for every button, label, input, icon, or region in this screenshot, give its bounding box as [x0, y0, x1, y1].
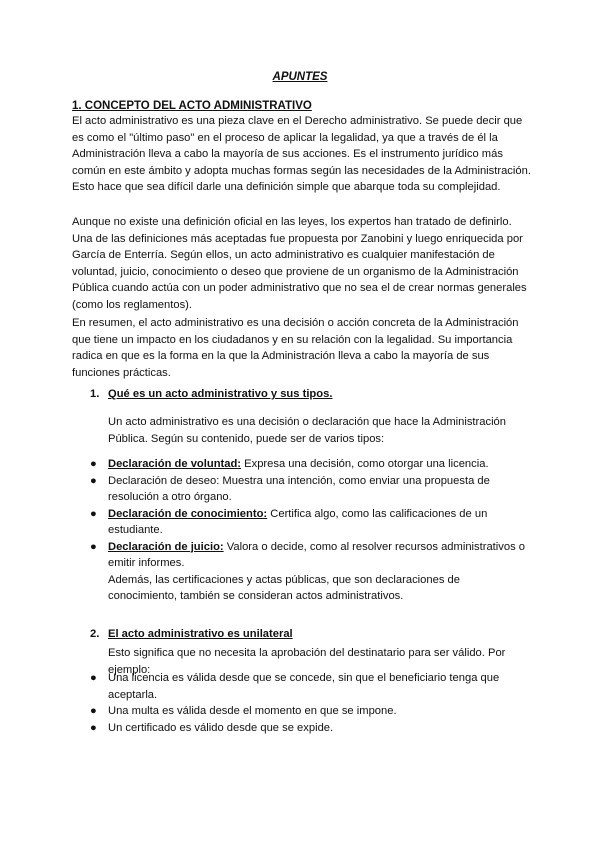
- document-title: APUNTES: [272, 71, 328, 83]
- list-item: [90, 720, 530, 737]
- item-text: Expresa una decisión, como otorgar una licencia.: [241, 458, 489, 470]
- subsection-number: 1.: [90, 388, 100, 400]
- item-label: Declaración de voluntad:: [108, 458, 242, 470]
- examples-list: [90, 670, 530, 736]
- section-heading: 1. CONCEPTO DEL ACTO ADMINISTRATIVO: [72, 100, 312, 112]
- subsection-1-intro: Un acto administrativo es una decisión o declaración que hace la Administración Pública. Según su contenido, puede ser de varios tipos:: [108, 416, 507, 445]
- item-text: Certifica algo, como las calificaciones de un estudiante.: [108, 507, 488, 536]
- item-text: Un certificado es válido desde que se expide.: [108, 721, 334, 734]
- item-text: Una licencia es válida desde que se concede, sin que el beneficiario tenga que aceptarla.: [108, 672, 500, 701]
- paragraph-2: Aunque no existe una definición oficial en las leyes, los expertos han tratado de definirlo. Una de las definiciones más aceptadas fue propuesta por Zanobini y luego enriquecida por García de Enterría. Según ellos, un acto administrativo es cualquier manifestación de voluntad, juicio, conocimiento o deseo que proviene de un organismo de la Administración Pública cuando actúa con un poder administrativo que no sea el de crear normas generales (como los reglamentos).: [72, 216, 527, 311]
- list-item: [90, 456, 530, 473]
- paragraph-1: El acto administrativo es una pieza clave en el Derecho administrativo. Se puede decir que es como el "último paso" en el proceso de aplicar la legalidad, ya que a través de él la Administración lleva a cabo la mayoría de sus acciones. Es el instrumento jurídico más común en este ámbito y adopta muchas formas según las necesidades de la Administración. Esto hace que sea difícil darle una definición simple que abarque toda su complejidad.: [72, 115, 531, 193]
- item-text: Declaración de deseo: Muestra una intención, como enviar una propuesta de resolución a otro órgano.: [108, 474, 490, 503]
- list-item: [90, 506, 530, 539]
- subsection-number: 2.: [90, 628, 100, 640]
- item-text: Una multa es válida desde el momento en que se impone.: [108, 705, 397, 717]
- list-item: [90, 473, 530, 506]
- bullet-icon: ●: [90, 672, 97, 684]
- paragraph-3: En resumen, el acto administrativo es una decisión o acción concreta de la Administración que tiene un impacto en los ciudadanos y en su relación con la legalidad. Su importancia radica en que es la forma en la que la Administración lleva a cabo la mayoría de sus funciones prácticas.: [72, 317, 519, 379]
- item-text: Valora o decide, como al resolver recursos administrativos o emitir informes.: [108, 540, 526, 569]
- bullet-icon: ●: [90, 458, 97, 470]
- subsection-heading-1: [90, 388, 332, 400]
- subsection-heading-2: [90, 628, 293, 640]
- list-item: [90, 703, 530, 720]
- subsection-title: El acto administrativo es unilateral: [108, 628, 293, 640]
- bullet-icon: ●: [90, 705, 97, 717]
- list-item: [90, 539, 530, 605]
- types-list: [90, 456, 530, 605]
- extra-note: Además, las certificaciones y actas públicas, que son declaraciones de conocimiento, también se consideran actos administrativos.: [108, 573, 460, 602]
- list-item: [90, 670, 530, 703]
- item-label: Declaración de juicio:: [108, 540, 224, 553]
- subsection-2-intro: Esto significa que no necesita la aprobación del destinatario para ser válido. Por ejemplo:: [108, 647, 506, 676]
- bullet-icon: ●: [90, 474, 97, 487]
- bullet-icon: ●: [90, 507, 97, 520]
- subsection-title: Qué es un acto administrativo y sus tipos.: [108, 388, 333, 400]
- item-label: Declaración de conocimiento:: [108, 507, 268, 520]
- bullet-icon: ●: [90, 721, 97, 734]
- bullet-icon: ●: [90, 540, 97, 553]
